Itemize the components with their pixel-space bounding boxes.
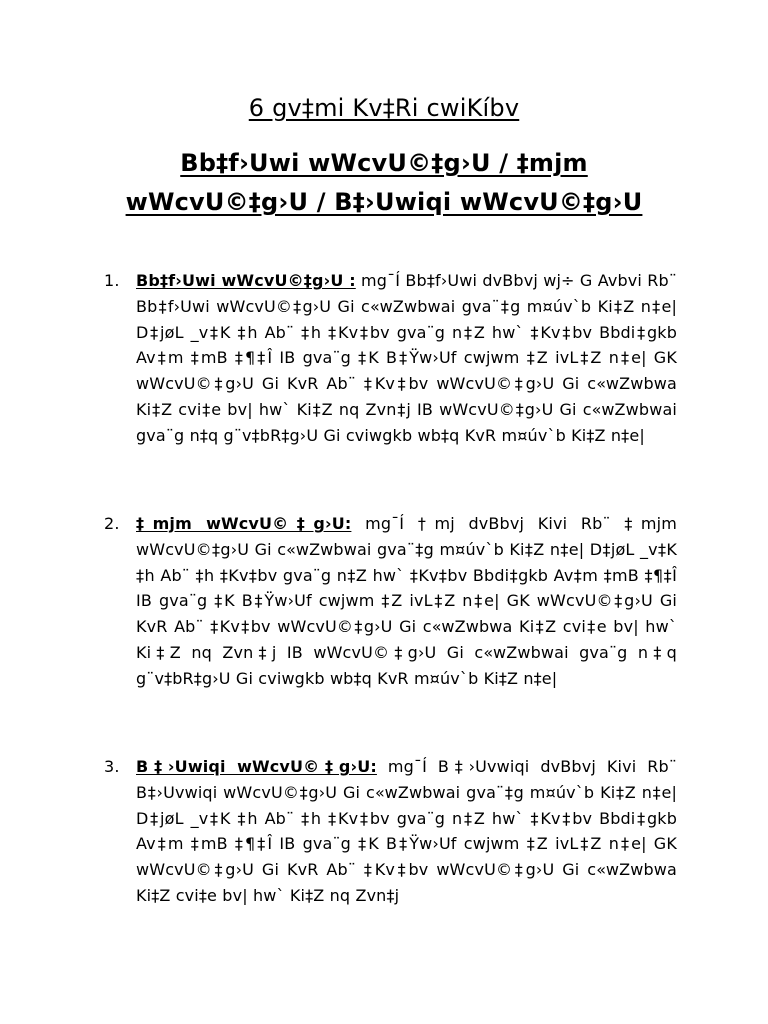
document-heading (60, 144, 708, 222)
list-item-number: 1. (104, 271, 120, 290)
document-title: 6 gv‡mi Kv‡Ri cwiKíbv (248, 94, 520, 122)
list-item (104, 754, 678, 909)
list-item-label: B‡›Uwiqi wWcvU©‡g›U: (136, 757, 377, 776)
list-item (104, 268, 677, 449)
list-item (104, 511, 677, 692)
list-item-label: ‡mjm wWcvU©‡g›U: (136, 514, 352, 533)
list-item-label: Bb‡f›Uwi wWcvU©‡g›U : (136, 271, 356, 290)
list-item-text: mg¯Í Bb‡f›Uwi dvBbvj wj÷ G Avbvi Rb¨ Bb‡f›Uwi wWcvU©‡g›U Gi c«wZwbwai gva¨‡g m¤úv`b Ki‡Z n‡e| D‡jøL _v‡K ‡h Ab¨ ‡h ‡Kv‡bv gva¨g n‡Z hw` ‡Kv‡bv Bbdi‡gkb Av‡m ‡mB ‡¶‡Î IB gva¨g ‡K B‡Ÿw›Uf cwjwm ‡Z ivL‡Z n‡e| GK wWcvU©‡g›U Gi KvR Ab¨ ‡Kv‡bv wWcvU©‡g›U Gi c«wZwbwa Ki‡Z cvi‡e bv| hw` Ki‡Z nq Zvn‡j IB wWcvU©‡g›U Gi c«wZwbwai gva¨g n‡q g¨v‡bR‡g›U Gi cviwgkb wb‡q KvR m¤úv`b Ki‡Z n‡e| (136, 271, 677, 445)
heading-line-2: wWcvU©‡g›U / B‡›Uwiqi wWcvU©‡g›U (125, 188, 643, 216)
heading-line-1: Bb‡f›Uwi wWcvU©‡g›U / ‡mjm (180, 149, 588, 177)
list-item-number: 2. (104, 514, 120, 533)
list-item-text: mg¯Í B‡›Uvwiqi dvBbvj Kivi Rb¨ B‡›Uvwiqi wWcvU©‡g›U Gi c«wZwbwai gva¨‡g m¤úv`b Ki‡Z n‡e| D‡jøL _v‡K ‡h Ab¨ ‡h ‡Kv‡bv gva¨g n‡Z hw` ‡Kv‡bv Bbdi‡gkb Av‡m ‡mB ‡¶‡Î IB gva¨g ‡K B‡Ÿw›Uf cwjwm ‡Z ivL‡Z n‡e| GK wWcvU©‡g›U Gi KvR Ab¨ ‡Kv‡bv wWcvU©‡g›U Gi c«wZwbwa Ki‡Z cvi‡e bv| hw` Ki‡Z nq Zvn‡j (136, 757, 678, 905)
list-item-number: 3. (104, 757, 120, 776)
list-item-text: mg¯Í †mj dvBbvj Kivi Rb¨ ‡mjm wWcvU©‡g›U Gi c«wZwbwai gva¨‡g m¤úv`b Ki‡Z n‡e| D‡jøL _v‡K ‡h Ab¨ ‡h ‡Kv‡bv gva¨g n‡Z hw` ‡Kv‡bv Bbdi‡gkb Av‡m ‡mB ‡¶‡Î IB gva¨g ‡K B‡Ÿw›Uf cwjwm ‡Z ivL‡Z n‡e| GK wWcvU©‡g›U Gi KvR Ab¨ ‡Kv‡bv wWcvU©‡g›U Gi c«wZwbwa Ki‡Z cvi‡e bv| hw` Ki‡Z nq Zvn‡j IB wWcvU©‡g›U Gi c«wZwbwai gva¨g n‡q g¨v‡bR‡g›U Gi cviwgkb wb‡q KvR m¤úv`b Ki‡Z n‡e| (136, 514, 677, 688)
